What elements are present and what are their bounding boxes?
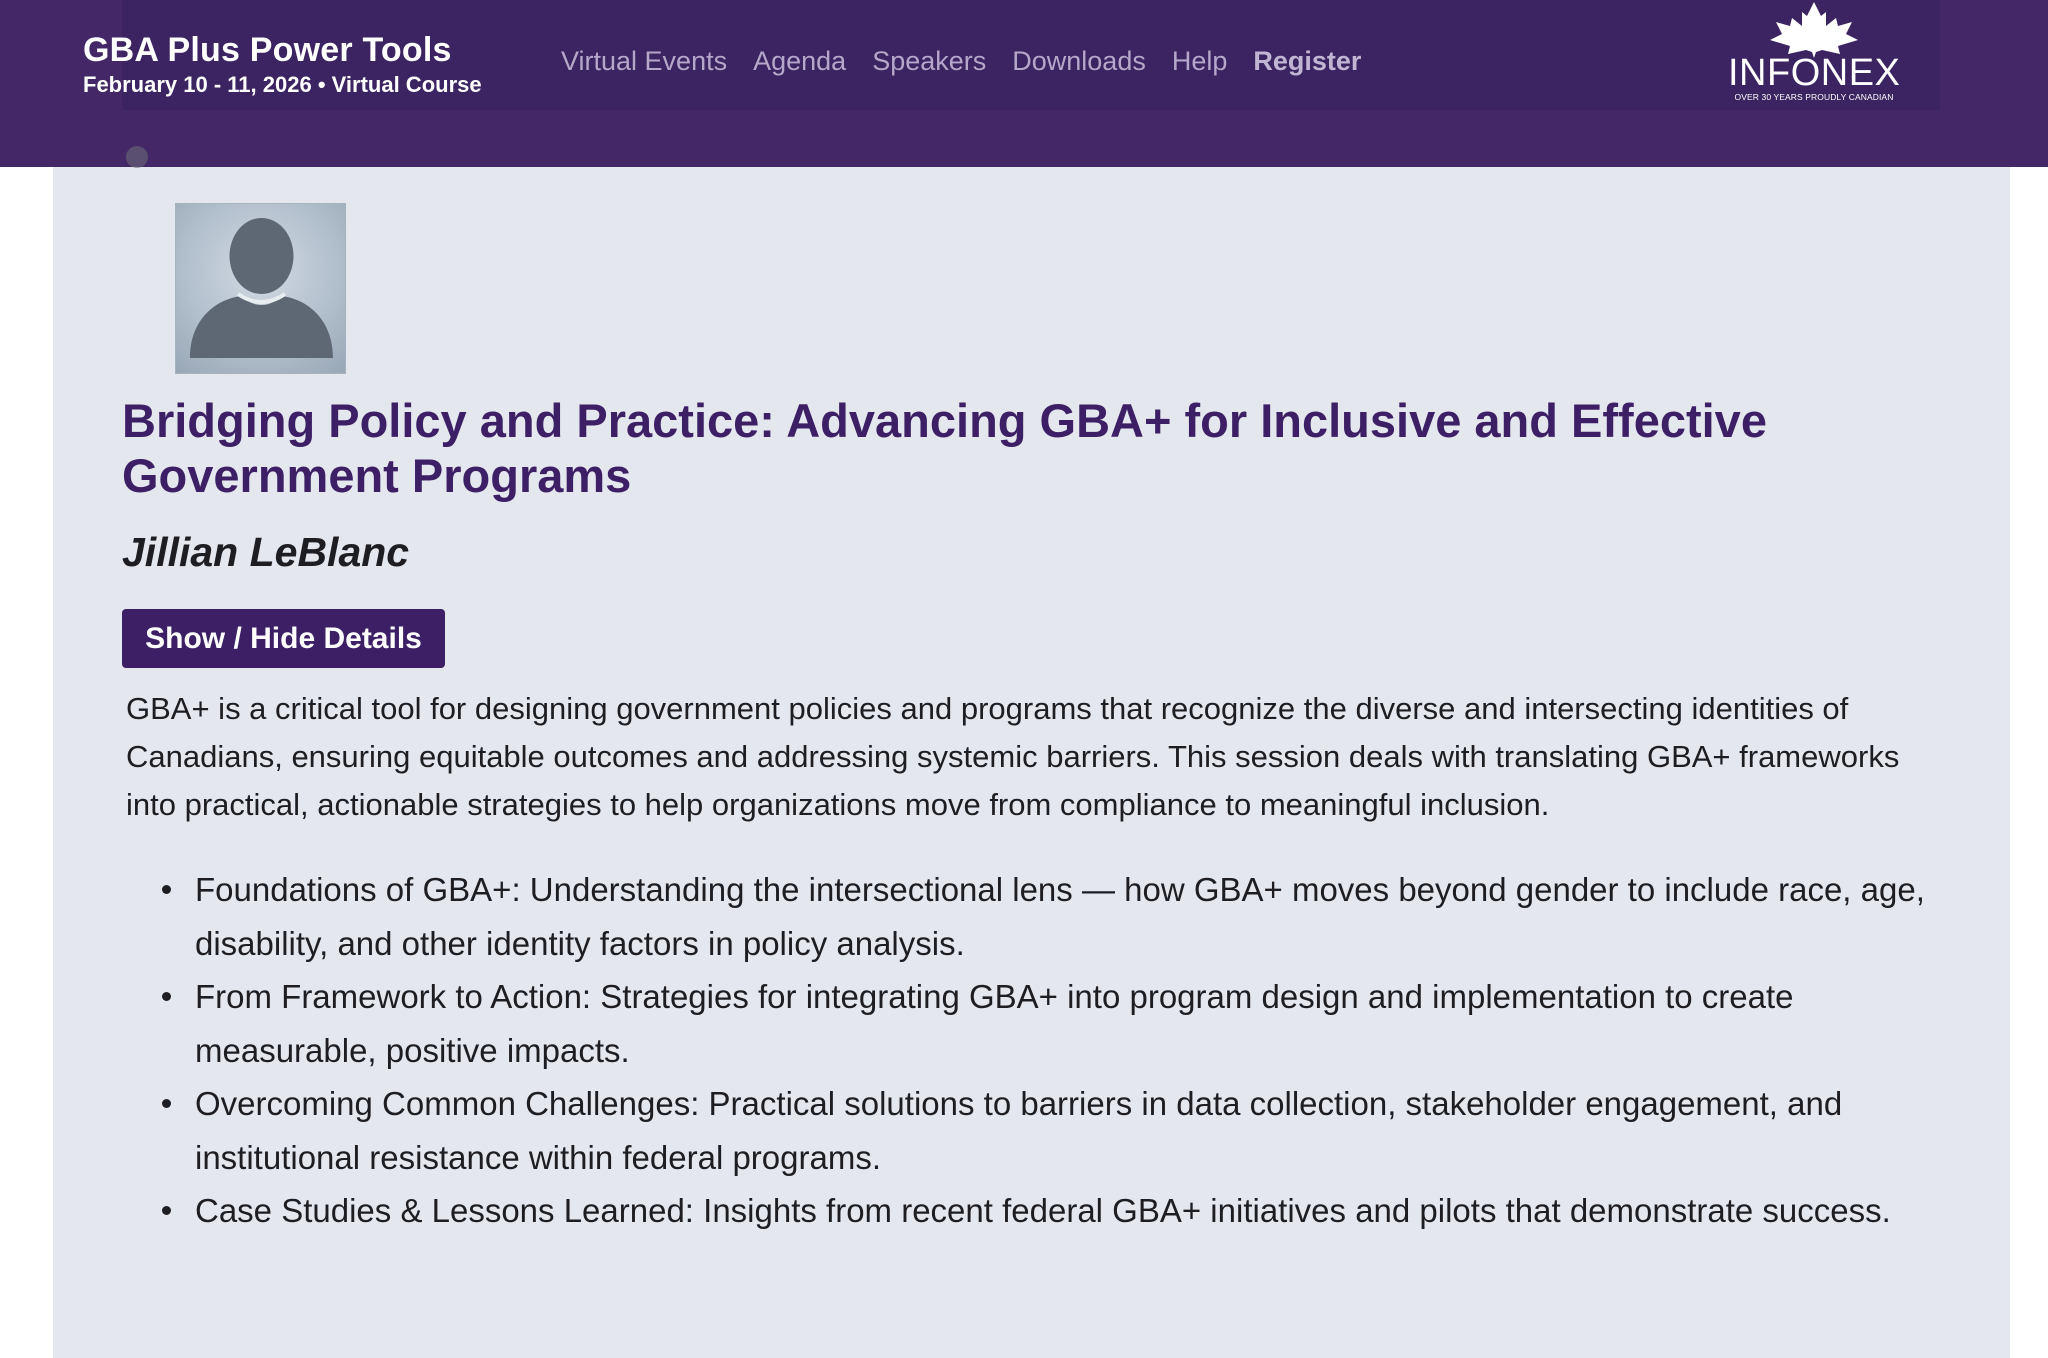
nav-help[interactable]: Help bbox=[1171, 46, 1228, 76]
session-description: GBA+ is a critical tool for designing government policies and programs that recognize the diverse and intersecting identities of Canadians, ensuring equitable outcomes and addressing systemic barriers. This session deals with translating GBA+ frameworks into practical, actionable strategies to help organizations move from compliance to meaningful inclusion. bbox=[126, 691, 1900, 822]
list-item bbox=[126, 970, 1926, 1077]
nav-virtual-events[interactable]: Virtual Events bbox=[561, 46, 728, 76]
list-item-text: Overcoming Common Challenges: Practical solutions to barriers in data collection, stakeholder engagement, and institutional resistance within federal programs. bbox=[195, 1085, 1843, 1176]
bullet-icon bbox=[162, 885, 171, 894]
list-item bbox=[126, 1184, 1926, 1238]
nav-register[interactable]: Register bbox=[1253, 46, 1362, 76]
person-placeholder-icon bbox=[176, 204, 346, 374]
nav-downloads[interactable]: Downloads bbox=[1012, 46, 1146, 76]
session-topics-list bbox=[126, 863, 1926, 1238]
maple-leaf-icon bbox=[1766, 2, 1862, 58]
logo-tagline: OVER 30 YEARS PROUDLY CANADIAN bbox=[1734, 92, 1894, 102]
list-item bbox=[126, 863, 1926, 970]
content-panel bbox=[53, 0, 2010, 1358]
speaker-name[interactable]: Jillian LeBlanc bbox=[122, 529, 410, 575]
bullet-icon bbox=[162, 1099, 171, 1108]
nav-speakers[interactable]: Speakers bbox=[872, 46, 987, 76]
speaker-avatar bbox=[175, 203, 346, 374]
infonex-logo[interactable] bbox=[1728, 2, 1900, 106]
bullet-icon bbox=[162, 1206, 171, 1215]
logo-wordmark: INFONEX bbox=[1728, 52, 1901, 94]
list-item-text: Foundations of GBA+: Understanding the intersectional lens — how GBA+ moves beyond gender to include race, age, disability, and other identity factors in policy analysis. bbox=[195, 871, 1925, 962]
site-header bbox=[0, 0, 2048, 167]
list-item-text: From Framework to Action: Strategies for integrating GBA+ into program design and implementation to create measurable, positive impacts. bbox=[195, 978, 1794, 1069]
list-item bbox=[126, 1077, 1926, 1184]
list-item-text: Case Studies & Lessons Learned: Insights from recent federal GBA+ initiatives and pilots that demonstrate success. bbox=[195, 1192, 1891, 1229]
brand-subtitle: February 10 - 11, 2026 • Virtual Course bbox=[83, 72, 482, 97]
show-hide-details-button[interactable]: Show / Hide Details bbox=[122, 609, 445, 668]
session-title: Bridging Policy and Practice: Advancing GBA+ for Inclusive and Effective Government Programs bbox=[122, 394, 1767, 502]
brand[interactable] bbox=[83, 30, 482, 98]
bullet-icon bbox=[162, 992, 171, 1001]
brand-title: GBA Plus Power Tools bbox=[83, 31, 452, 69]
scroll-indicator-dot bbox=[126, 146, 148, 168]
main-nav bbox=[561, 44, 1361, 78]
nav-agenda[interactable]: Agenda bbox=[753, 46, 847, 76]
